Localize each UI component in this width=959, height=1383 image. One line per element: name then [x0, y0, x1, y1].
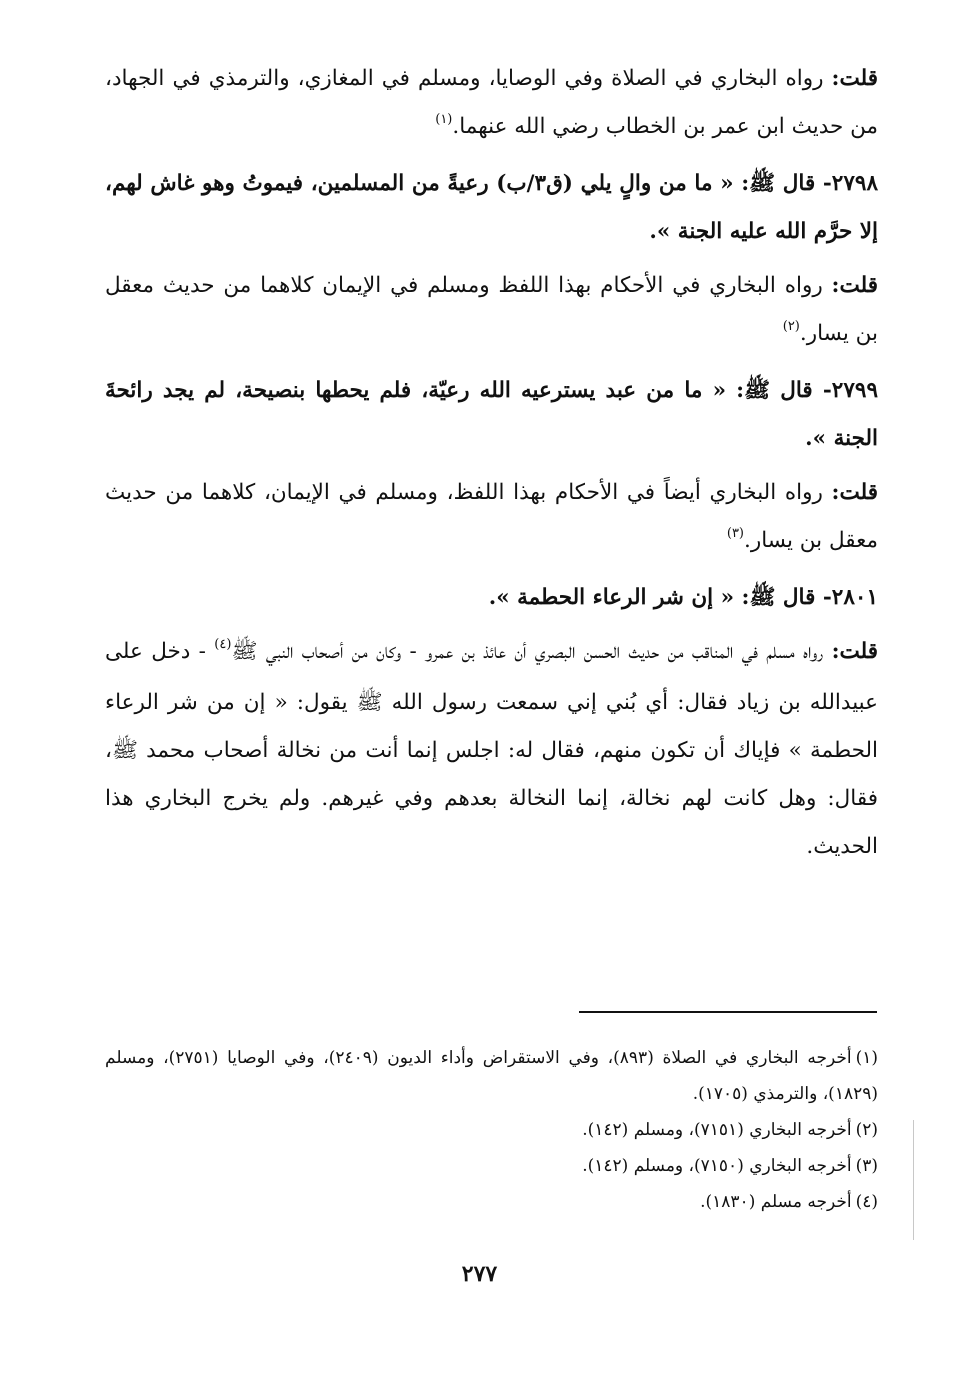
qultu-label: قلت: [831, 273, 878, 298]
footnote-2 [105, 1112, 878, 1148]
hadith-2798: ٢٧٩٨- قال ﷺ: « ما من والٍ يلي (ق٣/ب) رعيةً من المسلمين، فيموتُ وهو غاش لهم، إلا حرَّم الله عليه الجنة ». [105, 171, 878, 244]
footnote-text: أخرجه البخاري (٧١٥٠)، ومسلم (١٤٢). [582, 1156, 852, 1176]
footnote-separator [579, 1011, 877, 1013]
footnotes [105, 1040, 878, 1220]
footnote-text: أخرجه البخاري في الصلاة (٨٩٣)، وفي الاستقراض وأداء الديون (٢٤٠٩)، وفي الوصايا (٢٧٥١)، ومسلم (١٨٢٩)، والترمذي (١٧٠٥). [105, 1048, 878, 1104]
commentary-text: رواه البخاري في الأحكام بهذا اللفظ ومسلم في الإيمان كلاهما من حديث معقل بن يسار. [105, 273, 878, 346]
commentary-paragraph-1 [105, 55, 878, 154]
scan-margin-line [913, 1120, 914, 1240]
footnote-4 [105, 1184, 878, 1220]
commentary-paragraph-2 [105, 262, 878, 361]
footnote-1 [105, 1040, 878, 1112]
qultu-label: قلت: [831, 639, 879, 664]
footnote-ref-2: (٢) [782, 319, 800, 334]
footnote-number: (٢) [855, 1120, 878, 1140]
footnote-number: (٤) [855, 1192, 878, 1212]
commentary-text: رواه البخاري أيضاً في الأحكام بهذا اللفظ، ومسلم في الإيمان، كلاهما من حديث معقل بن يسار. [105, 480, 878, 553]
footnote-ref-1: (١) [435, 112, 453, 127]
footnote-number: (٣) [855, 1156, 878, 1176]
commentary-paragraph-4 [105, 628, 878, 871]
qultu-label: قلت: [831, 66, 878, 91]
qultu-label: قلت: [831, 480, 878, 505]
footnote-ref-3: (٣) [726, 526, 744, 541]
main-text [105, 55, 878, 877]
footnote-3 [105, 1148, 878, 1184]
commentary-text: - دخل على عبيدالله بن زياد فقال: أي بُني إني سمعت رسول الله ﷺ يقول: « إن من شر الرعاء الحطمة » فإياك أن تكون منهم، فقال له: اجلس إنما أنت من نخالة أصحاب محمد ﷺ، فقال: وهل كانت لهم نخالة، إنما النخالة بعدهم وفي غيرهم. ولم يخرج البخاري هذا الحديث. [105, 639, 878, 859]
commentary-text: رواه مسلم في المناقب من حديث الحسن البصري أن عائذ بن عمرو - وكان من أصحاب النبي ﷺ [231, 639, 832, 664]
footnote-text: أخرجه مسلم (١٨٣٠). [700, 1192, 852, 1212]
footnote-text: أخرجه البخاري (٧١٥١)، ومسلم (١٤٢). [582, 1120, 852, 1140]
footnote-number: (١) [855, 1048, 878, 1068]
hadith-2799: ٢٧٩٩- قال ﷺ: « ما من عبد يسترعيه الله رعيّة، فلم يحطها بنصيحة، لم يجد رائحةَ الجنة ». [105, 378, 878, 451]
footnote-ref-4: (٤) [214, 637, 232, 652]
commentary-text: رواه البخاري في الصلاة وفي الوصايا، ومسلم في المغازي، والترمذي في الجهاد، من حديث ابن عمر بن الخطاب رضي الله عنهما. [105, 66, 878, 139]
commentary-paragraph-3 [105, 469, 878, 568]
hadith-2801: ٢٨٠١- قال ﷺ: « إن شر الرعاء الحطمة ». [488, 585, 878, 610]
page-number: ٢٧٧ [461, 1261, 498, 1287]
